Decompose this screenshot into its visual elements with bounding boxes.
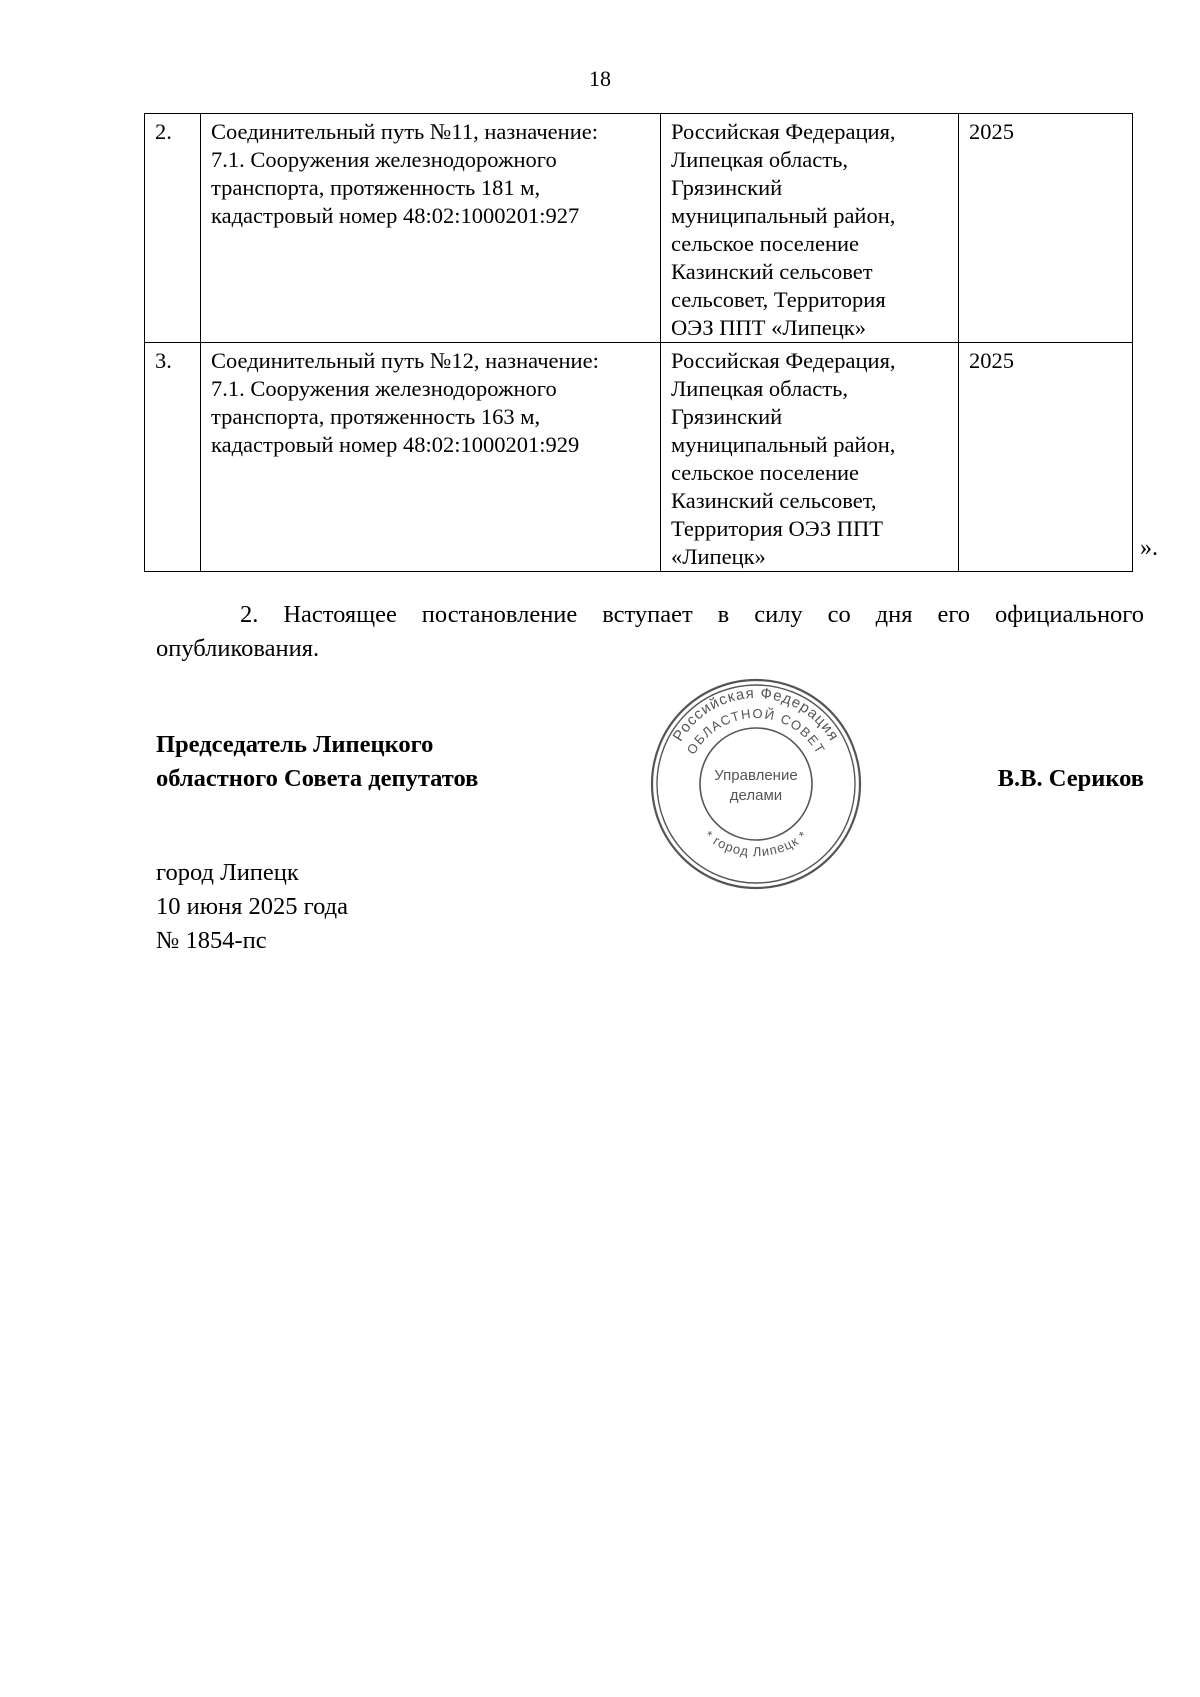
row-number-cell: 2.: [145, 114, 201, 343]
official-seal: [648, 676, 864, 892]
table-row: [145, 114, 1133, 343]
object-description-cell: [201, 343, 661, 572]
location-line: Липецкая область,: [671, 376, 848, 401]
object-line: кадастровый номер 48:02:1000201:927: [211, 203, 580, 228]
location-line: сельсовет, Территория: [671, 287, 886, 312]
location-line: Казинский сельсовет,: [671, 488, 877, 513]
svg-text:Российская Федерация: Российская Федерация: [669, 684, 843, 745]
city: город Липецк: [156, 859, 299, 886]
object-line: кадастровый номер 48:02:1000201:929: [211, 432, 580, 457]
object-line: Соединительный путь №12, назначение:: [211, 348, 599, 373]
paragraph-line: 2. Настоящее постановление вступает в силу со дня его официального: [240, 601, 1144, 628]
signatory-title: [156, 728, 478, 796]
svg-text:* город Липецк *: * город Липецк *: [701, 827, 811, 860]
paragraph-line: опубликования.: [156, 635, 320, 662]
closing-quote: ».: [1140, 535, 1158, 561]
signatory-title-line: областного Совета депутатов: [156, 765, 479, 792]
location-line: Липецкая область,: [671, 147, 848, 172]
object-line: транспорта, протяженность 163 м,: [211, 404, 541, 429]
location-line: Российская Федерация,: [671, 119, 896, 144]
location-line: «Липецк»: [671, 544, 766, 569]
location-line: Территория ОЭЗ ППТ: [671, 516, 883, 541]
location-line: муниципальный район,: [671, 432, 896, 457]
table-row: [145, 343, 1133, 572]
object-line: 7.1. Сооружения железнодорожного: [211, 376, 557, 401]
location-line: ОЭЗ ППТ «Липецк»: [671, 315, 866, 340]
row-number-cell: 3.: [145, 343, 201, 572]
object-line: Соединительный путь №11, назначение:: [211, 119, 598, 144]
page-number: 18: [589, 66, 611, 91]
svg-text:ОБЛАСТНОЙ СОВЕТ: ОБЛАСТНОЙ СОВЕТ: [683, 705, 829, 757]
signatory-title-line: Председатель Липецкого: [156, 731, 434, 758]
seal-inner-line: делами: [729, 787, 783, 804]
place-and-date: [156, 856, 348, 958]
location-line: сельское поселение: [671, 231, 860, 256]
object-line: 7.1. Сооружения железнодорожного: [211, 147, 557, 172]
location-line: Грязинский: [671, 404, 783, 429]
year-cell: 2025: [959, 114, 1133, 343]
objects-table: [144, 113, 1133, 572]
location-line: Российская Федерация,: [671, 348, 896, 373]
signatory-name: В.В. Сериков: [997, 765, 1144, 792]
object-line: транспорта, протяженность 181 м,: [211, 175, 541, 200]
object-description-cell: [201, 114, 661, 343]
enactment-paragraph: [156, 598, 1144, 666]
document-number: № 1854-пс: [156, 927, 267, 954]
seal-lettering: [670, 685, 843, 859]
date: 10 июня 2025 года: [156, 893, 348, 920]
year-cell: 2025: [959, 343, 1133, 572]
location-cell: [661, 114, 959, 343]
location-line: муниципальный район,: [671, 203, 896, 228]
location-line: Казинский сельсовет: [671, 259, 873, 284]
location-cell: [661, 343, 959, 572]
location-line: Грязинский: [671, 175, 783, 200]
seal-inner-line: Управление: [714, 767, 798, 784]
location-line: сельское поселение: [671, 460, 860, 485]
